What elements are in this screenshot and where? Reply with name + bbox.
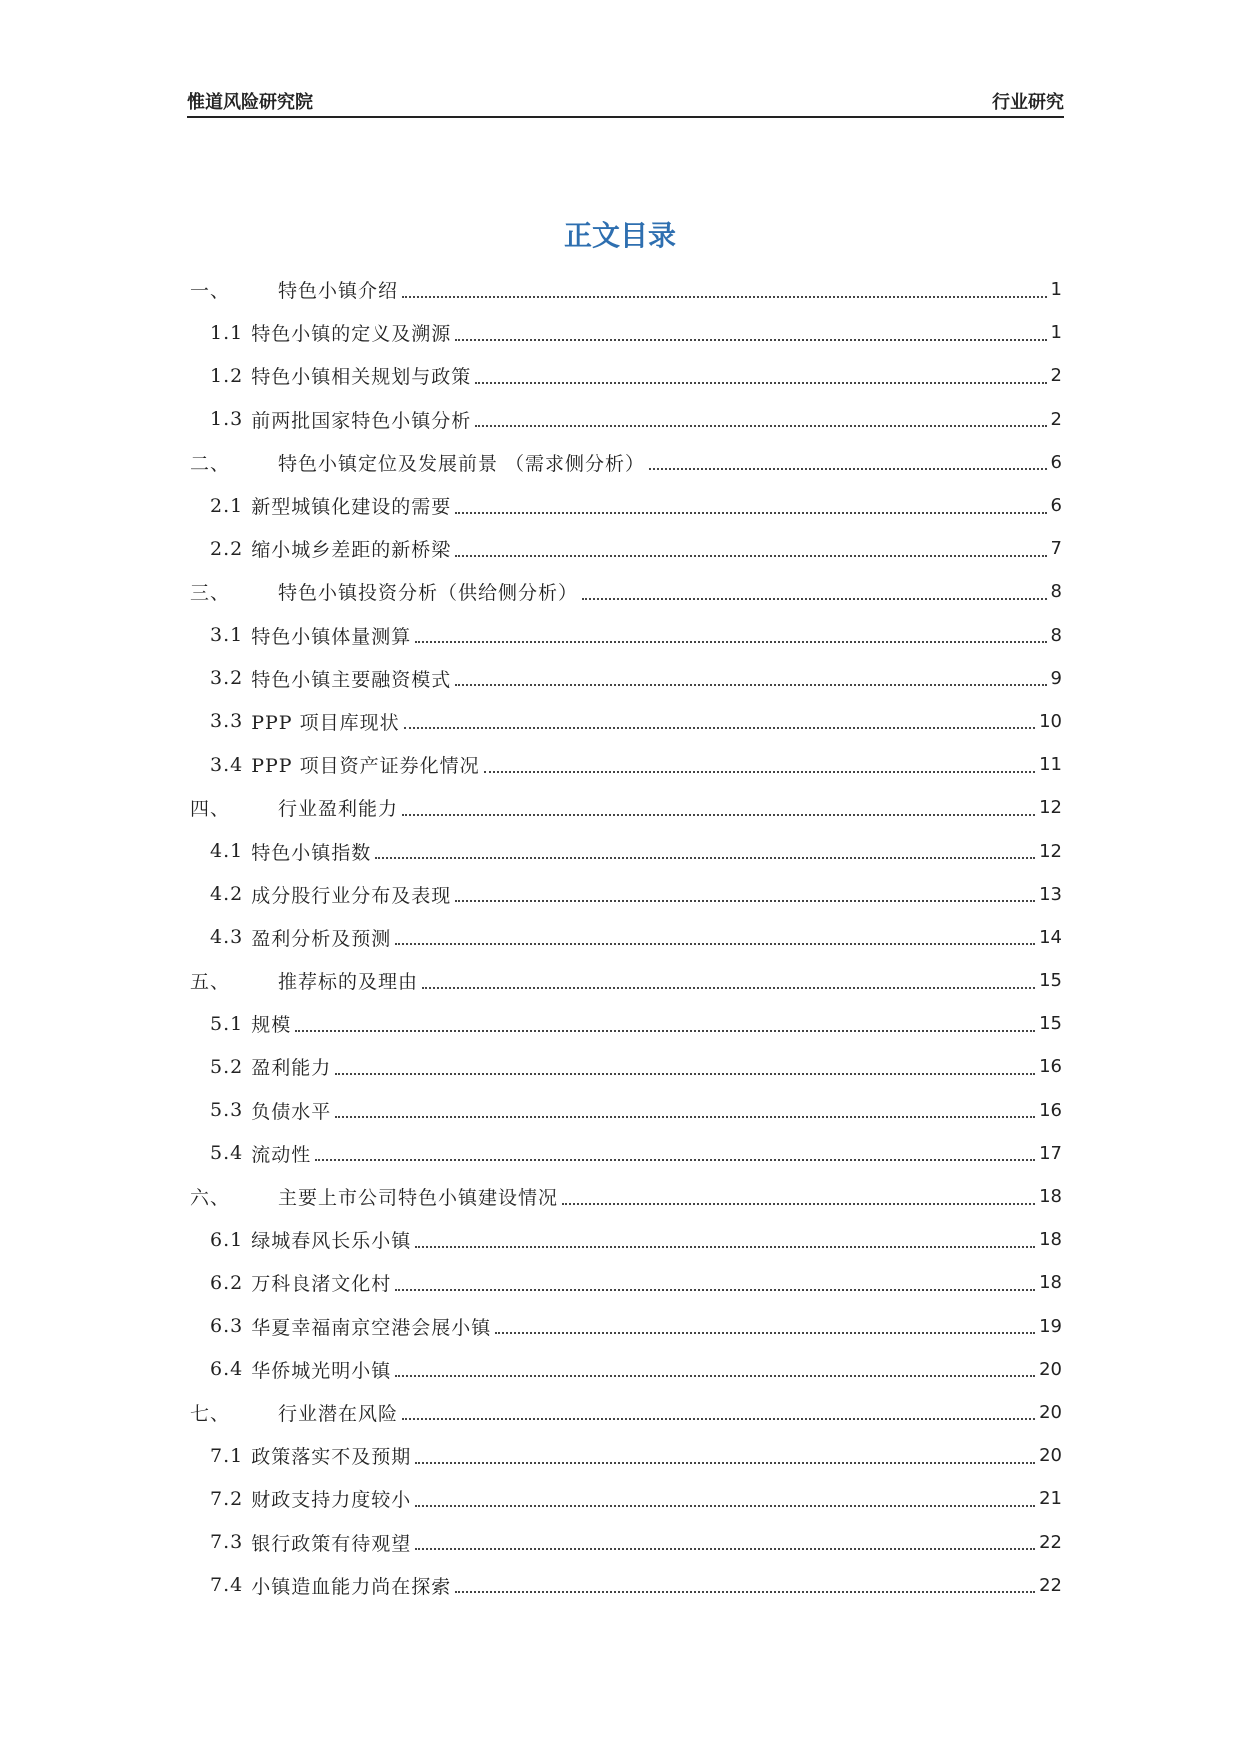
toc-section-entry[interactable] — [190, 873, 1062, 916]
toc-section-entry[interactable] — [190, 398, 1062, 441]
toc-entry-label: 绿城春风长乐小镇 — [251, 1230, 412, 1253]
toc-page-number: 12 — [1039, 797, 1062, 819]
toc-page-number: 19 — [1039, 1315, 1062, 1337]
toc-entry-label: 盈利能力 — [251, 1057, 332, 1080]
toc-page-number: 16 — [1039, 1056, 1062, 1078]
toc-page-number: 2 — [1050, 408, 1062, 430]
toc-page-number: 7 — [1050, 538, 1062, 560]
toc-entry-label: 财政支持力度较小 — [251, 1489, 412, 1512]
toc-section-entry[interactable] — [190, 484, 1062, 527]
toc-page-number: 20 — [1039, 1401, 1062, 1423]
toc-entry-number: 四、 — [190, 798, 231, 821]
toc-entry-number: 7.2 — [210, 1487, 244, 1510]
toc-chapter-entry[interactable] — [190, 959, 1062, 1002]
toc-dot-leader — [455, 900, 1035, 902]
toc-section-entry[interactable] — [190, 916, 1062, 959]
toc-page-number: 8 — [1050, 581, 1062, 603]
toc-entry-number: 7.1 — [210, 1444, 244, 1467]
toc-dot-leader — [455, 555, 1046, 557]
toc-entry-label: 规模 — [251, 1014, 292, 1037]
toc-entry-label: 特色小镇介绍 — [278, 280, 399, 303]
toc-entry-label: 前两批国家特色小镇分析 — [251, 409, 472, 432]
toc-page-number: 21 — [1039, 1488, 1062, 1510]
toc-entry-number: 2.2 — [210, 537, 244, 560]
toc-dot-leader — [484, 771, 1035, 773]
toc-entry-number: 六、 — [190, 1187, 231, 1210]
toc-section-entry[interactable] — [190, 1002, 1062, 1045]
toc-chapter-entry[interactable] — [190, 1175, 1062, 1218]
toc-section-entry[interactable] — [190, 700, 1062, 743]
toc-entry-label: 行业盈利能力 — [278, 798, 399, 821]
toc-page-number: 13 — [1039, 883, 1062, 905]
toc-entry-label: 特色小镇相关规划与政策 — [251, 366, 472, 389]
toc-entry-number: 五、 — [190, 971, 231, 994]
toc-entry-number: 三、 — [190, 582, 231, 605]
toc-page-number: 18 — [1039, 1229, 1062, 1251]
toc-dot-leader — [495, 1332, 1035, 1334]
toc-dot-leader — [475, 425, 1046, 427]
toc-dot-leader — [404, 727, 1035, 729]
table-of-contents — [190, 268, 1062, 1607]
toc-page-number: 14 — [1039, 926, 1062, 948]
toc-entry-label: 主要上市公司特色小镇建设情况 — [278, 1187, 559, 1210]
toc-entry-label: 特色小镇定位及发展前景 （需求侧分析） — [278, 452, 646, 475]
toc-page-number: 15 — [1039, 970, 1062, 992]
toc-entry-label: 特色小镇主要融资模式 — [251, 668, 452, 691]
toc-entry-number: 6.4 — [210, 1358, 244, 1381]
toc-page-number: 18 — [1039, 1272, 1062, 1294]
toc-entry-number: 1.2 — [210, 364, 244, 387]
toc-entry-number: 3.1 — [210, 624, 244, 647]
toc-section-entry[interactable] — [190, 1564, 1062, 1607]
toc-section-entry[interactable] — [190, 1045, 1062, 1088]
toc-chapter-entry[interactable] — [190, 570, 1062, 613]
toc-page-number: 18 — [1039, 1186, 1062, 1208]
toc-entry-label: 特色小镇投资分析（供给侧分析） — [278, 582, 579, 605]
toc-entry-label: 新型城镇化建设的需要 — [251, 496, 452, 519]
toc-section-entry[interactable] — [190, 829, 1062, 872]
toc-entry-number: 2.1 — [210, 494, 244, 517]
toc-entry-label: 特色小镇指数 — [251, 841, 372, 864]
toc-section-entry[interactable] — [190, 743, 1062, 786]
toc-section-entry[interactable] — [190, 354, 1062, 397]
toc-page-number: 22 — [1039, 1574, 1062, 1596]
toc-dot-leader — [415, 1505, 1035, 1507]
toc-dot-leader — [395, 1289, 1035, 1291]
toc-entry-label: PPP 项目资产证券化情况 — [251, 755, 480, 778]
toc-entry-label: 成分股行业分布及表现 — [251, 884, 452, 907]
toc-page-number: 2 — [1050, 365, 1062, 387]
toc-entry-label: 盈利分析及预测 — [251, 927, 392, 950]
toc-dot-leader — [415, 1548, 1035, 1550]
toc-page-number: 1 — [1050, 279, 1062, 301]
toc-entry-number: 1.1 — [210, 321, 244, 344]
toc-page-number: 1 — [1050, 322, 1062, 344]
toc-section-entry[interactable] — [190, 1218, 1062, 1261]
toc-section-entry[interactable] — [190, 614, 1062, 657]
toc-page-number: 22 — [1039, 1531, 1062, 1553]
toc-entry-number: 4.2 — [210, 883, 244, 906]
toc-section-entry[interactable] — [190, 1261, 1062, 1304]
toc-dot-leader — [402, 296, 1047, 298]
toc-entry-number: 3.2 — [210, 667, 244, 690]
toc-section-entry[interactable] — [190, 1305, 1062, 1348]
toc-entry-number: 3.4 — [210, 753, 244, 776]
toc-section-entry[interactable] — [190, 1477, 1062, 1520]
toc-entry-label: 华夏幸福南京空港会展小镇 — [251, 1316, 492, 1339]
toc-section-entry[interactable] — [190, 657, 1062, 700]
toc-section-entry[interactable] — [190, 1348, 1062, 1391]
toc-page-number: 11 — [1039, 754, 1062, 776]
toc-chapter-entry[interactable] — [190, 786, 1062, 829]
toc-entry-label: 特色小镇体量测算 — [251, 625, 412, 648]
page-header — [187, 88, 1064, 118]
toc-entry-number: 1.3 — [210, 408, 244, 431]
toc-chapter-entry[interactable] — [190, 441, 1062, 484]
toc-dot-leader — [455, 1591, 1035, 1593]
toc-chapter-entry[interactable] — [190, 1391, 1062, 1434]
toc-section-entry[interactable] — [190, 1434, 1062, 1477]
toc-dot-leader — [562, 1203, 1035, 1205]
toc-page-number: 12 — [1039, 840, 1062, 862]
toc-entry-label: 行业潜在风险 — [278, 1402, 399, 1425]
toc-dot-leader — [455, 339, 1046, 341]
toc-dot-leader — [415, 1462, 1035, 1464]
toc-dot-leader — [422, 987, 1035, 989]
toc-page-number: 10 — [1039, 710, 1062, 732]
header-org-name: 惟道风险研究院 — [187, 92, 313, 113]
toc-dot-leader — [649, 468, 1047, 470]
toc-entry-label: 特色小镇的定义及溯源 — [251, 323, 452, 346]
toc-dot-leader — [455, 684, 1046, 686]
toc-page-number: 6 — [1050, 451, 1062, 473]
toc-entry-number: 6.3 — [210, 1315, 244, 1338]
toc-page-number: 9 — [1050, 667, 1062, 689]
toc-entry-label: 政策落实不及预期 — [251, 1446, 412, 1469]
toc-entry-label: 华侨城光明小镇 — [251, 1359, 392, 1382]
toc-page-number: 15 — [1039, 1013, 1062, 1035]
toc-page-number: 20 — [1039, 1445, 1062, 1467]
toc-dot-leader — [335, 1073, 1035, 1075]
toc-entry-number: 5.3 — [210, 1099, 244, 1122]
toc-page-number: 17 — [1039, 1142, 1062, 1164]
header-section-name: 行业研究 — [992, 92, 1064, 113]
toc-entry-label: 缩小城乡差距的新桥梁 — [251, 539, 452, 562]
toc-entry-number: 6.1 — [210, 1228, 244, 1251]
toc-section-entry[interactable] — [190, 1132, 1062, 1175]
toc-entry-number: 7.3 — [210, 1531, 244, 1554]
toc-entry-label: 负债水平 — [251, 1100, 332, 1123]
toc-entry-number: 七、 — [190, 1402, 231, 1425]
toc-entry-number: 一、 — [190, 280, 231, 303]
toc-dot-leader — [415, 641, 1046, 643]
toc-dot-leader — [295, 1030, 1035, 1032]
toc-entry-number: 4.1 — [210, 840, 244, 863]
toc-dot-leader — [455, 512, 1046, 514]
toc-entry-number: 7.4 — [210, 1574, 244, 1597]
toc-entry-number: 5.4 — [210, 1142, 244, 1165]
toc-page-number: 8 — [1050, 624, 1062, 646]
toc-dot-leader — [415, 1246, 1035, 1248]
toc-dot-leader — [395, 1375, 1035, 1377]
toc-dot-leader — [395, 943, 1035, 945]
toc-entry-label: 流动性 — [251, 1143, 312, 1166]
toc-entry-number: 6.2 — [210, 1271, 244, 1294]
toc-section-entry[interactable] — [190, 527, 1062, 570]
toc-entry-number: 3.3 — [210, 710, 244, 733]
toc-dot-leader — [582, 598, 1047, 600]
toc-entry-label: 小镇造血能力尚在探索 — [251, 1575, 452, 1598]
toc-entry-label: 万科良渚文化村 — [251, 1273, 392, 1296]
toc-dot-leader — [402, 1418, 1035, 1420]
toc-dot-leader — [402, 814, 1035, 816]
toc-entry-label: 银行政策有待观望 — [251, 1532, 412, 1555]
toc-title: 正文目录 — [563, 219, 676, 252]
toc-page-number: 20 — [1039, 1358, 1062, 1380]
toc-chapter-entry[interactable] — [190, 268, 1062, 311]
toc-dot-leader — [375, 857, 1035, 859]
toc-dot-leader — [335, 1116, 1035, 1118]
toc-section-entry[interactable] — [190, 1520, 1062, 1563]
toc-dot-leader — [475, 382, 1046, 384]
toc-page-number: 6 — [1050, 495, 1062, 517]
toc-section-entry[interactable] — [190, 1089, 1062, 1132]
toc-page-number: 16 — [1039, 1099, 1062, 1121]
toc-entry-label: 推荐标的及理由 — [278, 971, 419, 994]
toc-section-entry[interactable] — [190, 311, 1062, 354]
toc-entry-number: 4.3 — [210, 926, 244, 949]
toc-entry-number: 5.2 — [210, 1055, 244, 1078]
toc-entry-number: 5.1 — [210, 1012, 244, 1035]
toc-entry-number: 二、 — [190, 452, 231, 475]
toc-entry-label: PPP 项目库现状 — [251, 711, 400, 734]
toc-dot-leader — [315, 1159, 1035, 1161]
